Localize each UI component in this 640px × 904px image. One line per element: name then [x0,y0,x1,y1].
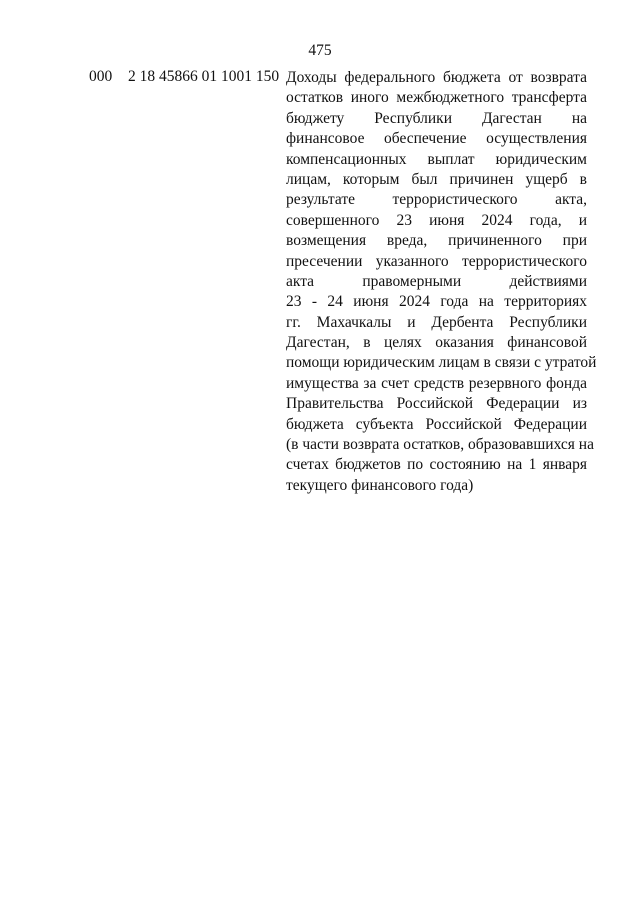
description-line: помощи юридическим лицам в связи с утратой [286,354,597,372]
description-line: гг. Махачкалы и Дербента Республики [286,313,587,331]
description-line: акта правомерными действиями [286,272,587,290]
description-line: совершенного 23 июня 2024 года, и [286,211,587,229]
description-line: пресечении указанного террористического [286,252,587,270]
description-line: текущего финансового года) [286,476,474,494]
description-line: имущества за счет средств резервного фонда [286,374,587,392]
description-line: Правительства Российской Федерации из [286,395,587,413]
description-line: результате террористического акта, [286,191,587,209]
description-line: 23 - 24 июня 2024 года на территориях [286,293,587,311]
description-line: компенсационных выплат юридическим [286,150,587,168]
administrator-code: 000 [89,68,113,85]
revenue-description [286,68,597,496]
description-line: (в части возврата остатков, образовавшихся на [286,436,594,454]
description-line: счетах бюджетов по состоянию на 1 января [286,456,587,474]
description-line: бюджета субъекта Российской Федерации [286,415,587,433]
description-line: возмещения вреда, причиненного при [286,232,587,250]
description-line: бюджету Республики Дагестан на [286,109,587,127]
revenue-classification-code: 2 18 45866 01 1001 150 [128,68,280,85]
description-line: остатков иного межбюджетного трансферта [286,89,587,107]
description-line: Доходы федерального бюджета от возврата [286,69,587,86]
description-line: лицам, которым был причинен ущерб в [286,170,587,188]
description-line: финансовое обеспечение осуществления [286,130,587,148]
description-line: Дагестан, в целях оказания финансовой [286,334,587,352]
page-number: 475 [308,42,332,59]
